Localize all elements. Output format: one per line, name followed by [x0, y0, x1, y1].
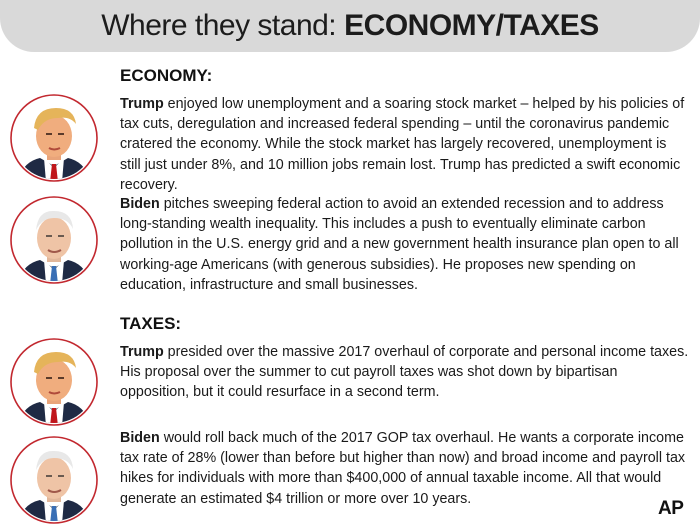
- taxes-trump-text: presided over the massive 2017 overhaul of corporate and personal income taxes. His proposal over the summer to cut payroll taxes was shot down by bipartisan opposition, but it could resurface in a second term.: [120, 344, 689, 401]
- header-title-prefix: Where they stand:: [101, 9, 337, 42]
- economy-biden-paragraph: [120, 194, 690, 295]
- economy-trump-text: enjoyed low unemployment and a soaring stock market – helped by his policies of tax cuts, deregulation and increased federal spending – until the coronavirus pandemic cratered the economy. While the stock market has largely recovered, unemployment is still just under 8%, and 10 million jobs remain lost. Trump has predicted a swift economic recovery.: [120, 96, 685, 193]
- taxes-biden-text: would roll back much of the 2017 GOP tax overhaul. He wants a corporate income tax rate of 28% (lower than before but higher than now) and broad income and payroll tax hikes for individuals with more than $400,000 of annual taxable income. All that would generate an estimated $4 trillion or more over 10 years.: [120, 430, 686, 507]
- ap-logo: AP: [658, 498, 684, 519]
- section-title-economy: ECONOMY:: [120, 66, 213, 85]
- header-banner: [0, 0, 700, 52]
- candidate-name-trump: Trump: [120, 96, 164, 112]
- biden-portrait: [10, 196, 98, 284]
- candidate-name-biden: Biden: [120, 430, 160, 446]
- header-title-topic: ECONOMY/TAXES: [344, 9, 599, 42]
- economy-trump-paragraph: [120, 94, 690, 195]
- candidate-name-biden: Biden: [120, 196, 160, 212]
- trump-portrait: [10, 94, 98, 182]
- taxes-biden-paragraph: [120, 428, 690, 509]
- economy-biden-text: pitches sweeping federal action to avoid an extended recession and to address long-standing wealth inequality. This includes a push to eventually eliminate carbon pollution in the U.S. energy grid and a new government health insurance plan open to all working-age Americans (with generous subsidies). He proposes new spending on education, infrastructure and small businesses.: [120, 196, 679, 293]
- taxes-trump-paragraph: [120, 342, 690, 403]
- biden-portrait: [10, 436, 98, 524]
- candidate-name-trump: Trump: [120, 344, 164, 360]
- trump-portrait: [10, 338, 98, 426]
- section-title-taxes: TAXES:: [120, 314, 182, 333]
